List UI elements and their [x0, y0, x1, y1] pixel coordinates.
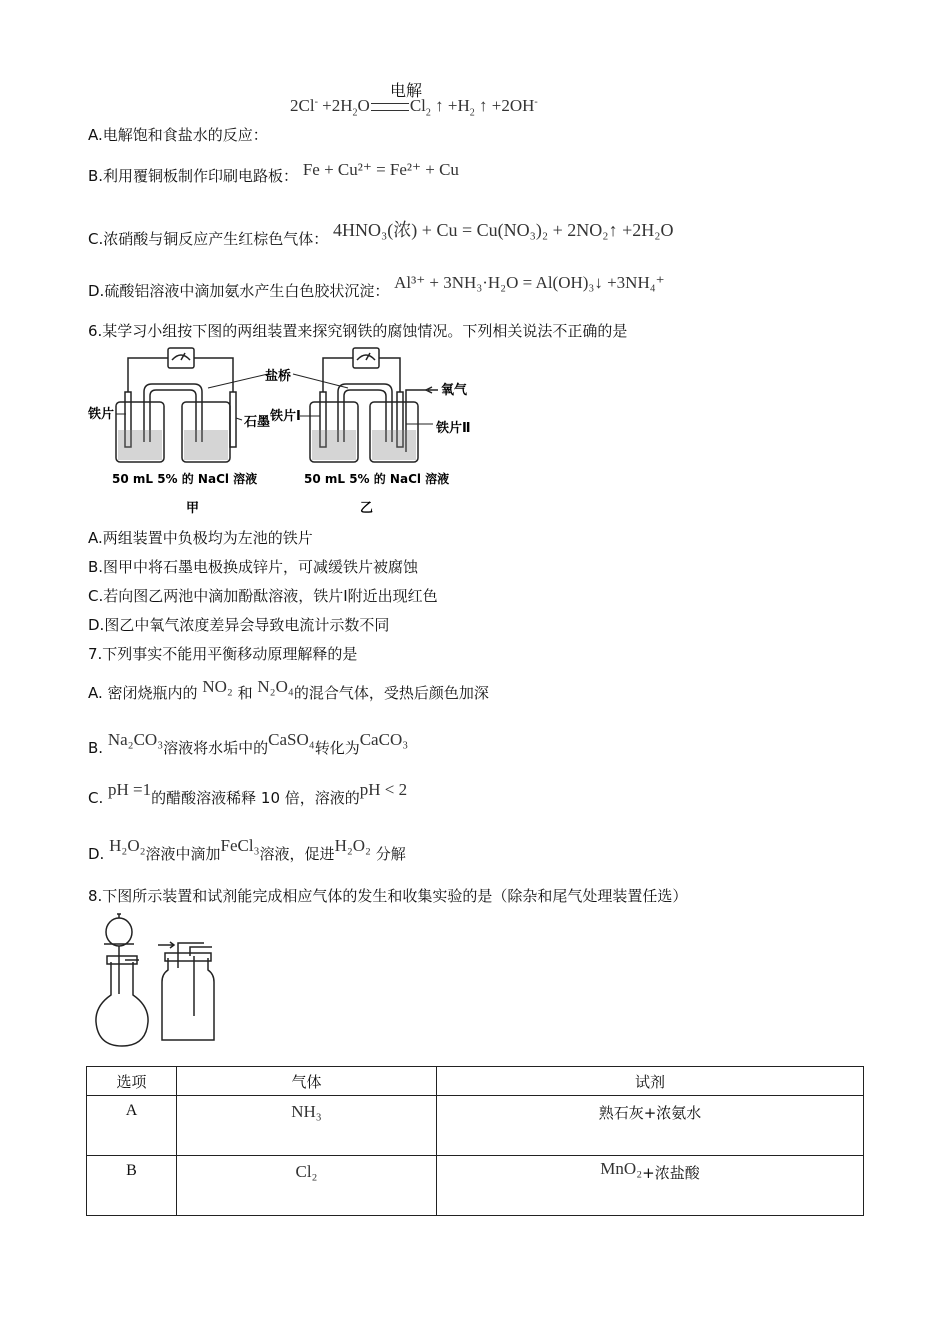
q5-formula-c: 4HNO₃(浓) + Cu = Cu(NO₃)₂ + 2NO₂↑ +2H₂O	[333, 220, 674, 240]
q5-option-b: B.利用覆铜板制作印刷电路板： Fe + Cu²⁺ = Fe²⁺ + Cu	[88, 160, 459, 185]
q5-formula-d: Al³⁺ + 3NH₃·H₂O = Al(OH)₃↓ +3NH₄⁺	[394, 273, 665, 292]
corrosion-apparatus-figure	[88, 342, 488, 517]
q5-option-c: C.浓硝酸与铜反应产生红棕色气体： 4HNO₃(浓) + Cu = Cu(NO₃)₂ + 2NO₂↑ +2H₂O	[88, 220, 674, 248]
label-jia: 甲	[186, 501, 200, 516]
label-graphite: 石墨	[244, 415, 271, 430]
label-iron-piece: 铁片	[88, 407, 115, 422]
q5-option-a: A.电解饱和食盐水的反应：	[88, 126, 268, 144]
q5-formula-b: Fe + Cu²⁺ = Fe²⁺ + Cu	[302, 160, 459, 179]
table-row	[87, 1156, 864, 1216]
label-yi: 乙	[360, 501, 374, 516]
q7-option-c: C. pH =1的醋酸溶液稀释 10 倍，溶液的pH < 2	[88, 780, 408, 807]
label-solution-yi: 50 mL 5% 的 NaCl 溶液	[304, 472, 450, 486]
label-solution-jia: 50 mL 5% 的 NaCl 溶液	[112, 472, 258, 486]
q7-stem: 7.下列事实不能用平衡移动原理解释的是	[88, 645, 358, 663]
header-gas: 气体	[177, 1067, 437, 1096]
electrolysis-condition: 电解	[390, 81, 423, 100]
header-reagent: 试剂	[437, 1067, 864, 1096]
cell-option: B	[87, 1156, 177, 1216]
electrolysis-equation: $2Cl^- +2H_2O$ $Cl_2$ ↑ $+H_2$ ↑ +2OH-	[290, 96, 538, 119]
gas-generation-apparatus-figure	[92, 910, 232, 1050]
label-salt-bridge: 盐桥	[265, 369, 292, 384]
q7-option-d: D. H₂O₂溶液中滴加FeCl₃溶液，促进H₂O₂ 分解	[88, 836, 406, 863]
table-header-row	[87, 1067, 864, 1096]
cell-option: A	[87, 1096, 177, 1156]
label-iron-2: 铁片Ⅱ	[436, 421, 471, 436]
q8-stem: 8.下图所示装置和试剂能完成相应气体的发生和收集实验的是（除杂和尾气处理装置任选）	[88, 887, 688, 905]
q7-option-a: A. 密闭烧瓶内的 NO₂ 和 N₂O₄的混合气体，受热后颜色加深	[88, 677, 489, 702]
q6-option-c: C.若向图乙两池中滴加酚酞溶液，铁片I附近出现红色	[88, 587, 438, 605]
q6-option-b: B.图甲中将石墨电极换成锌片，可减缓铁片被腐蚀	[88, 558, 419, 576]
q6-stem: 6.某学习小组按下图的两组装置来探究钢铁的腐蚀情况。下列相关说法不正确的是	[88, 322, 628, 340]
cell-gas: Cl₂	[177, 1156, 437, 1216]
table-row	[87, 1096, 864, 1156]
cell-gas: NH₃	[177, 1096, 437, 1156]
q7-option-b: B. Na₂CO₃溶液将水垢中的CaSO₄转化为CaCO₃	[88, 730, 409, 757]
cell-reagent: 熟石灰+浓氨水	[437, 1096, 864, 1156]
q6-option-a: A.两组装置中负极均为左池的铁片	[88, 529, 313, 547]
label-oxygen: 氧气	[441, 383, 468, 398]
header-option: 选项	[87, 1067, 177, 1096]
q5-option-d: D.硫酸铝溶液中滴加氨水产生白色胶状沉淀： Al³⁺ + 3NH₃·H₂O = Al(OH)₃↓ +3NH₄⁺	[88, 273, 665, 300]
q6-option-d: D.图乙中氧气浓度差异会导致电流计示数不同	[88, 616, 390, 634]
label-iron-1: 铁片I	[270, 409, 301, 424]
q8-options-table	[86, 1066, 864, 1216]
cell-reagent: MnO₂+浓盐酸	[437, 1156, 864, 1216]
